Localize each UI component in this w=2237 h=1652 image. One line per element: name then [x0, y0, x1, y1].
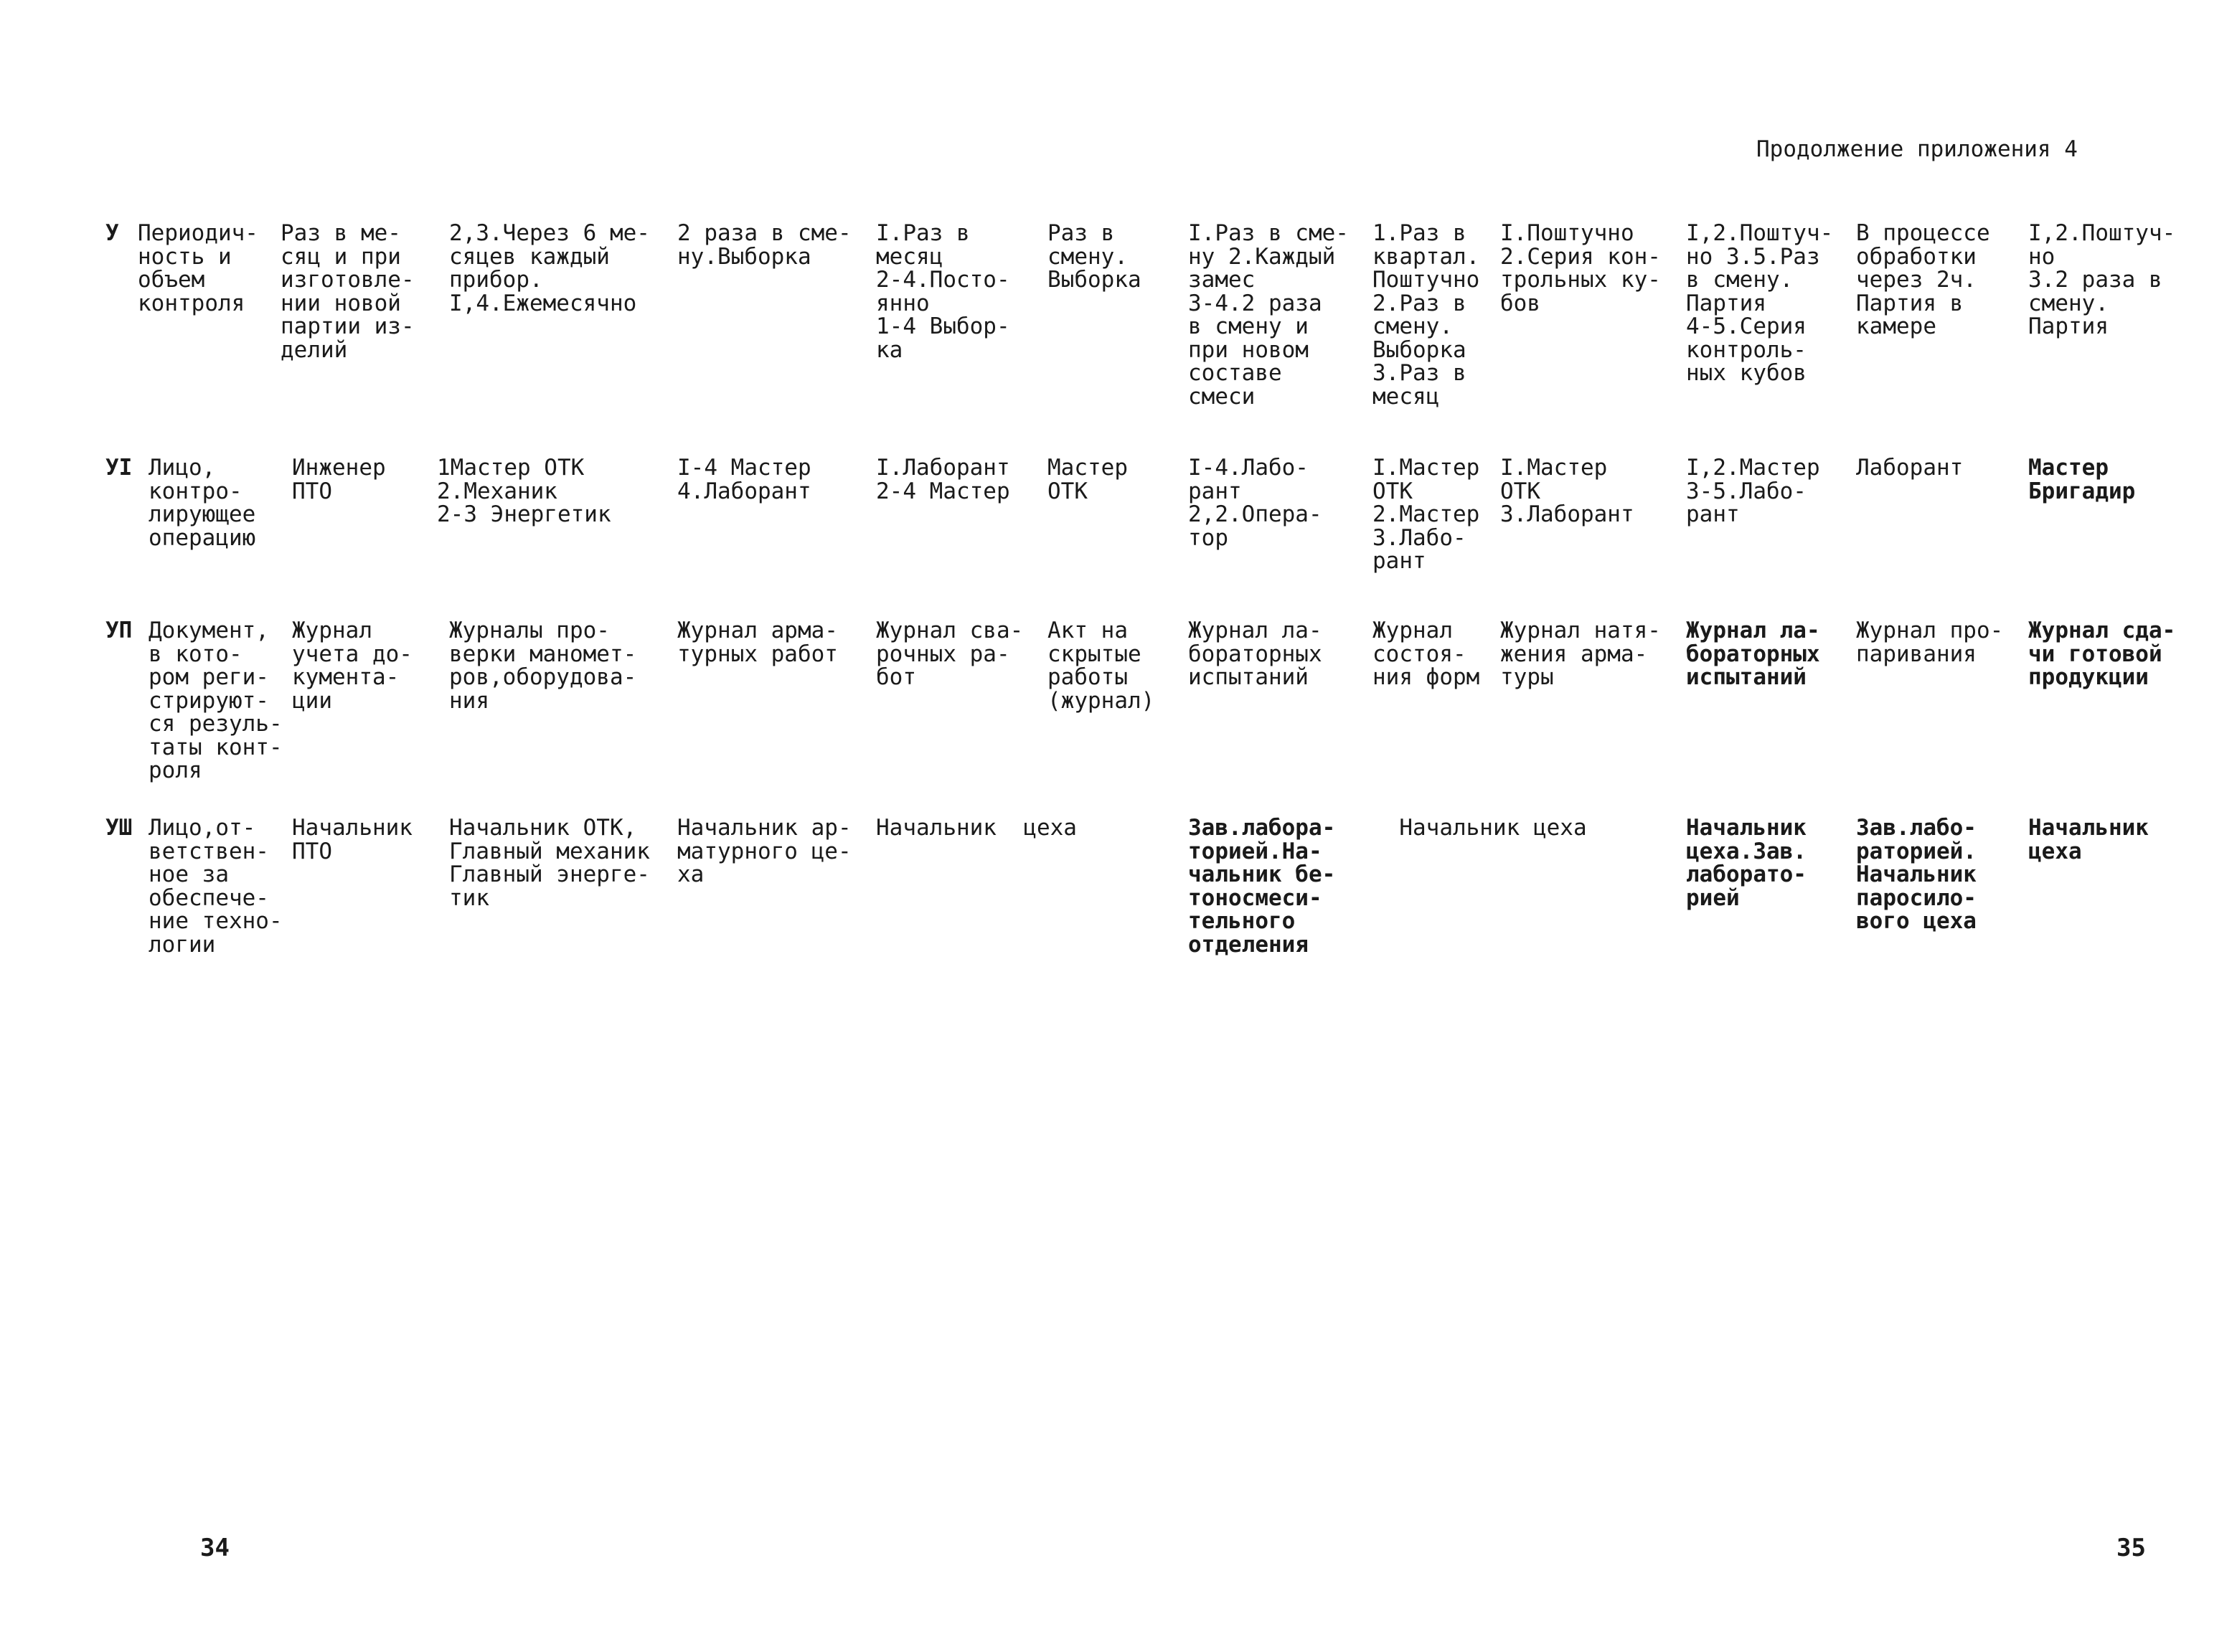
cell-col-11: Журнал сда- чи готовой продукции [2028, 618, 2176, 690]
cell-col-10: В процессе обработки через 2ч. Партия в камере [1856, 220, 1990, 339]
row-number: У [105, 220, 119, 246]
cell-col-9: Журнал ла- бораторных испытаний [1686, 618, 1820, 690]
cell-col-6: I-4.Лабо- рант 2,2.Опера- тор [1188, 455, 1322, 551]
cell-col-7: 1.Раз в квартал. Поштучно 2.Раз в смену. Выборка 3.Раз в месяц [1372, 220, 1480, 410]
row-number: УI [105, 455, 133, 481]
cell-col-3: Начальник ар- матурного це- ха [677, 815, 852, 887]
cell-col-9: I,2.Поштуч- но 3.5.Раз в смену. Партия 4-5.Серия контроль- ных кубов [1686, 220, 1834, 386]
cell-col-9: Начальник цеха.Зав. лаборато- рией [1686, 815, 1807, 911]
cell-col-9: I,2.Мастер 3-5.Лабо- рант [1686, 455, 1820, 527]
cell-col-3: I-4 Мастер 4.Лаборант [677, 455, 811, 504]
cell-col-4: I.Лаборант 2-4 Мастер [876, 455, 1010, 504]
cell-col-11: I,2.Поштуч- но 3.2 раза в смену. Партия [2028, 220, 2176, 339]
cell-col-10: Зав.лабо- раторией. Начальник паросило- вого цеха [1856, 815, 1977, 934]
cell-col-2: 2,3.Через 6 ме- сяцев каждый прибор. I,4.Ежемесячно [449, 220, 650, 316]
cell-col-8: I.Мастер ОТК 3.Лаборант [1500, 455, 1634, 527]
cell-col-6: I.Раз в сме- ну 2.Каждый замес 3-4.2 раза в смену и при новом составе смеси [1188, 220, 1349, 410]
cell-col-6: Журнал ла- бораторных испытаний [1188, 618, 1322, 690]
row-label: Документ, в кото- ром реги- стрируют- ся резуль- таты конт- роля [149, 618, 283, 783]
cell-col-8: I.Поштучно 2.Серия кон- трольных ку- бов [1500, 220, 1661, 316]
cell-col-2: 1Мастер ОТК 2.Механик 2-3 Энергетик [437, 455, 611, 527]
cell-col-5: Раз в смену. Выборка [1047, 220, 1141, 293]
row-label: Периодич- ность и объем контроля [138, 220, 258, 316]
cell-col-3: Журнал арма- турных работ [677, 618, 838, 667]
cell-col-1: Начальник ПТО [292, 815, 413, 864]
cell-col-1: Раз в ме- сяц и при изготовле- нии новой партии из- делий [281, 220, 415, 363]
cell-col-11: Мастер Бригадир [2028, 455, 2136, 504]
cell-col-4: Начальник цеха [876, 815, 1077, 841]
cell-col-7: Журнал состоя- ния форм [1372, 618, 1480, 690]
cell-col-5: Мастер ОТК [1047, 455, 1128, 504]
cell-col-1: Журнал учета до- кумента- ции [292, 618, 413, 714]
row-label: Лицо, контро- лирующее операцию [149, 455, 256, 551]
row-label: Лицо,от- ветствен- ное за обеспече- ние техно- логии [149, 815, 283, 958]
cell-col-6: Зав.лабора- торией.На- чальник бе- тоносмеси- тельного отделения [1188, 815, 1336, 958]
row-number: УП [105, 618, 133, 643]
cell-col-5: Акт на скрытые работы (журнал) [1047, 618, 1155, 714]
cell-col-8: Журнал натя- жения арма- туры [1500, 618, 1661, 690]
row-number: УШ [105, 815, 133, 841]
cell-col-4: I.Раз в месяц 2-4.Посто- янно 1-4 Выбор- ка [876, 220, 1010, 363]
cell-col-3: 2 раза в сме- ну.Выборка [677, 220, 852, 270]
page-number-right: 35 [2116, 1534, 2146, 1562]
page-header: Продолжение приложения 4 [1756, 136, 2078, 162]
cell-col-10: Журнал про- паривания [1856, 618, 2004, 667]
cell-col-1: Инженер ПТО [292, 455, 386, 504]
page-number-left: 34 [200, 1534, 230, 1562]
cell-col-7: I.Мастер ОТК 2.Мастер 3.Лабо- рант [1372, 455, 1480, 574]
cell-col-2: Журналы про- верки маномет- ров,оборудова- ния [449, 618, 637, 714]
cell-col-10: Лаборант [1856, 455, 1964, 481]
cell-col-11: Начальник цеха [2028, 815, 2149, 864]
cell-col-2: Начальник ОТК, Главный механик Главный энерге- тик [449, 815, 650, 911]
cell-col-4: Журнал сва- рочных ра- бот [876, 618, 1024, 690]
cell-col-7: Начальник цеха [1372, 815, 1587, 841]
